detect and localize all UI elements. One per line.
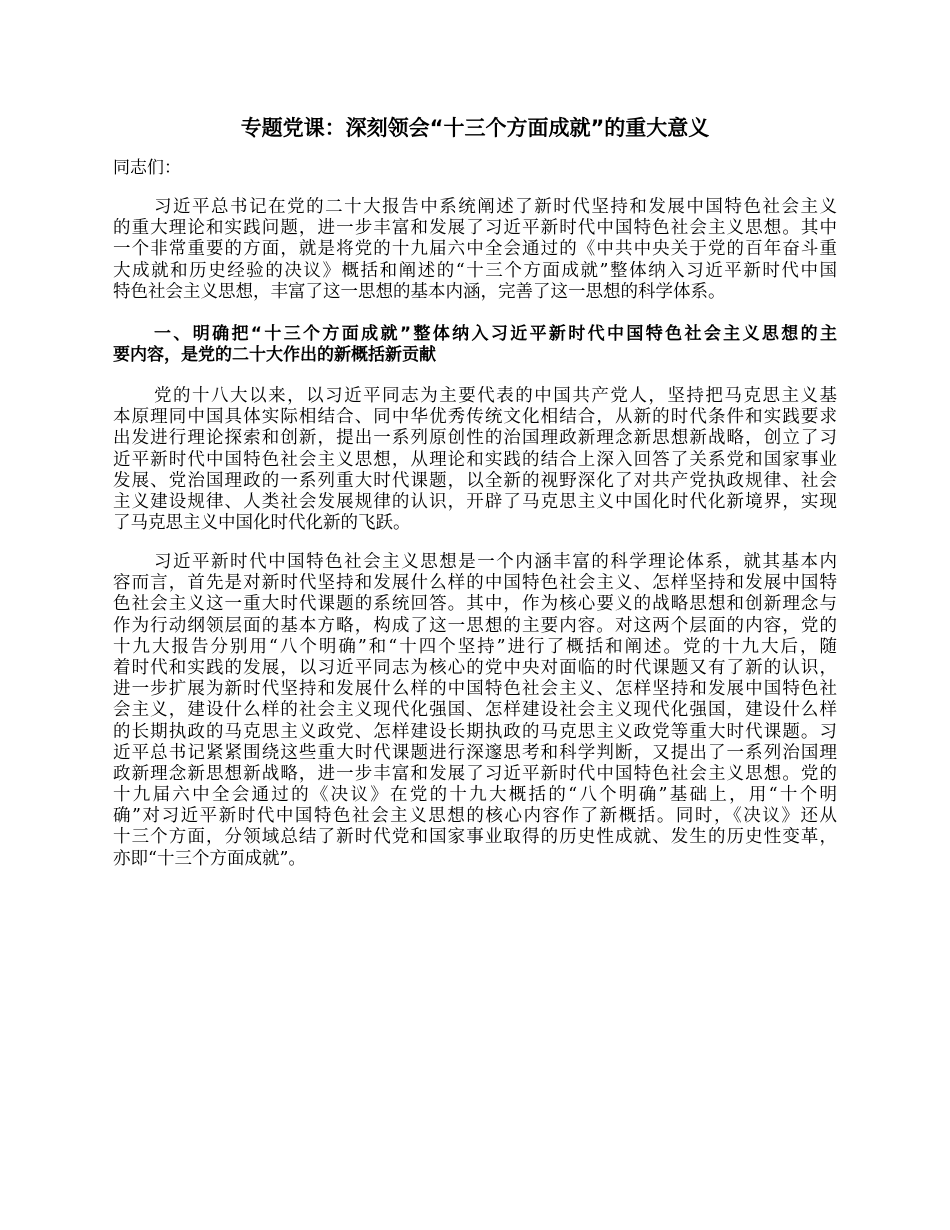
text-line: 着时代和实践的发展，以习近平同志为核心的党中央对面临的时代课题又有了新的认识， xyxy=(113,657,837,678)
text-line: 作为行动纲领层面的基本方略，构成了这一思想的主要内容。对这两个层面的内容，党的 xyxy=(113,615,837,636)
text-line: 近平总书记紧紧围绕这些重大时代课题进行深邃思考和科学判断，又提出了一系列治国理 xyxy=(113,742,837,763)
paragraph-2 xyxy=(113,386,837,534)
text-line: 了马克思主义中国化时代化新的飞跃。 xyxy=(113,513,411,534)
text-line: 的长期执政的马克思主义政党、怎样建设长期执政的马克思主义政党等重大时代课题。习 xyxy=(113,721,837,742)
text-line: 大成就和历史经验的决议》概括和阐述的“十三个方面成就”整体纳入习近平新时代中国 xyxy=(113,260,837,281)
greeting: 同志们： xyxy=(113,158,181,178)
text-line: 确”对习近平新时代中国特色社会主义思想的核心内容作了新概括。同时，《决议》还从 xyxy=(113,806,837,827)
text-line: 习近平新时代中国特色社会主义思想是一个内涵丰富的科学理论体系，就其基本内 xyxy=(154,552,837,572)
text-line: 会主义，建设什么样的社会主义现代化强国、怎样建设社会主义现代化强国，建设什么样 xyxy=(113,700,837,721)
text-line: 发展、党治国理政的一系列重大时代课题，以全新的视野深化了对共产党执政规律、社会 xyxy=(113,470,837,491)
text-line: 十九届六中全会通过的《决议》在党的十九大概括的“八个明确”基础上，用“十个明 xyxy=(113,785,837,806)
text-line: 色社会主义这一重大时代课题的系统回答。其中，作为核心要义的战略思想和创新理念与 xyxy=(113,594,837,615)
text-line: 要内容，是党的二十大作出的新概括新贡献 xyxy=(113,345,436,366)
text-line: 本原理同中国具体实际相结合、同中华优秀传统文化相结合，从新的时代条件和实践要求 xyxy=(113,407,837,428)
paragraph-3 xyxy=(113,552,837,870)
text-line: 一、明确把“十三个方面成就”整体纳入习近平新时代中国特色社会主义思想的主 xyxy=(154,324,837,344)
text-line: 近平新时代中国特色社会主义思想，从理论和实践的结合上深入回答了关系党和国家事业 xyxy=(113,449,837,470)
section-heading-1 xyxy=(113,324,837,366)
document-title: 专题党课：深刻领会“十三个方面成就”的重大意义 xyxy=(240,116,710,140)
paragraph-1 xyxy=(113,197,837,303)
text-line: 党的十八大以来，以习近平同志为主要代表的中国共产党人，坚持把马克思主义基 xyxy=(154,386,837,406)
text-line: 主义建设规律、人类社会发展规律的认识，开辟了马克思主义中国化时代化新境界，实现 xyxy=(113,491,837,512)
text-line: 亦即“十三个方面成就”。 xyxy=(113,848,306,869)
text-line: 习近平总书记在党的二十大报告中系统阐述了新时代坚持和发展中国特色社会主义 xyxy=(154,197,837,217)
text-line: 一个非常重要的方面，就是将党的十九届六中全会通过的《中共中央关于党的百年奋斗重 xyxy=(113,239,837,260)
text-line: 出发进行理论探索和创新，提出一系列原创性的治国理政新理念新思想新战略，创立了习 xyxy=(113,428,837,449)
text-line: 十九大报告分别用“八个明确”和“十四个坚持”进行了概括和阐述。党的十九大后，随 xyxy=(113,636,837,657)
text-line: 特色社会主义思想，丰富了这一思想的基本内涵，完善了这一思想的科学体系。 xyxy=(113,281,726,302)
text-line: 进一步扩展为新时代坚持和发展什么样的中国特色社会主义、怎样坚持和发展中国特色社 xyxy=(113,679,837,700)
text-line: 容而言，首先是对新时代坚持和发展什么样的中国特色社会主义、怎样坚持和发展中国特 xyxy=(113,573,837,594)
text-line: 政新理念新思想新战略，进一步丰富和发展了习近平新时代中国特色社会主义思想。党的 xyxy=(113,763,837,784)
text-line: 的重大理论和实践问题，进一步丰富和发展了习近平新时代中国特色社会主义思想。其中 xyxy=(113,218,837,239)
text-line: 十三个方面，分领域总结了新时代党和国家事业取得的历史性成就、发生的历史性变革， xyxy=(113,827,837,848)
